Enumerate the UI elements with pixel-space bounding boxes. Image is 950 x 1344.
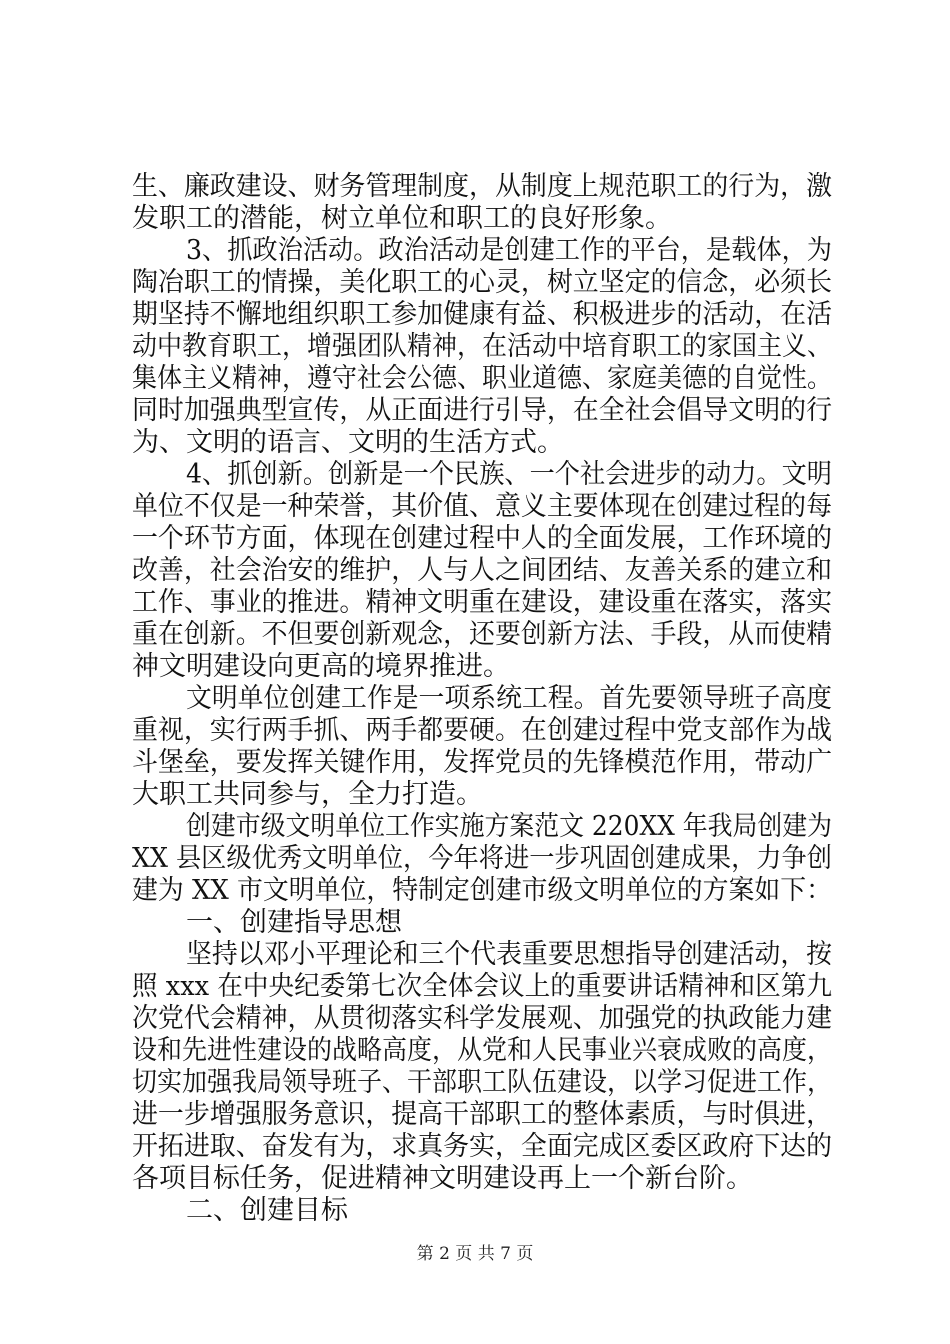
text-line: 3、抓政治活动。政治活动是创建工作的平台，是载体，为	[186, 235, 832, 266]
text-line: 斗堡垒，要发挥关键作用，发挥党员的先锋模范作用，带动广	[132, 747, 832, 778]
text-line: 设和先进性建设的战略高度，从党和人民事业兴衰成败的高度，	[132, 1035, 832, 1066]
text-line: 期坚持不懈地组织职工参加健康有益、积极进步的活动，在活	[132, 299, 832, 330]
text-line: 创建市级文明单位工作实施方案范文 220XX 年我局创建为	[186, 811, 832, 842]
text-line: 次党代会精神，从贯彻落实科学发展观、加强党的执政能力建	[132, 1003, 832, 1034]
document-body	[132, 171, 832, 1227]
text-line: 陶冶职工的情操，美化职工的心灵，树立坚定的信念，必须长	[132, 267, 832, 298]
text-line: 大职工共同参与，全力打造。	[132, 779, 483, 810]
text-line: 照 xxx 在中央纪委第七次全体会议上的重要讲话精神和区第九	[132, 971, 832, 1002]
text-line: 为、文明的语言、文明的生活方式。	[132, 427, 564, 458]
text-line: 生、廉政建设、财务管理制度，从制度上规范职工的行为，激	[132, 171, 832, 202]
text-line: 神文明建设向更高的境界推进。	[132, 651, 510, 682]
text-line: 改善，社会治安的维护，人与人之间团结、友善关系的建立和	[132, 555, 832, 586]
text-line: 动中教育职工，增强团队精神，在活动中培育职工的家国主义、	[132, 331, 832, 362]
page-number-footer: 第 2 页 共 7 页	[416, 1244, 534, 1264]
text-line: 二、创建目标	[186, 1195, 348, 1226]
text-line: 坚持以邓小平理论和三个代表重要思想指导创建活动，按	[186, 939, 832, 970]
text-line: 同时加强典型宣传，从正面进行引导，在全社会倡导文明的行	[132, 395, 832, 426]
text-line: 一个环节方面，体现在创建过程中人的全面发展，工作环境的	[132, 523, 832, 554]
text-line: 工作、事业的推进。精神文明重在建设，建设重在落实，落实	[132, 587, 832, 618]
text-line: 各项目标任务，促进精神文明建设再上一个新台阶。	[132, 1163, 753, 1194]
text-line: 开拓进取、奋发有为，求真务实，全面完成区委区政府下达的	[132, 1131, 832, 1162]
text-line: 4、抓创新。创新是一个民族、一个社会进步的动力。文明	[186, 459, 832, 490]
text-line: 建为 XX 市文明单位，特制定创建市级文明单位的方案如下：	[132, 875, 832, 906]
text-line: 切实加强我局领导班子、干部职工队伍建设，以学习促进工作，	[132, 1067, 832, 1098]
text-line: 一、创建指导思想	[186, 907, 402, 938]
text-line: XX 县区级优秀文明单位，今年将进一步巩固创建成果，力争创	[132, 843, 832, 874]
text-line: 单位不仅是一种荣誉，其价值、意义主要体现在创建过程的每	[132, 491, 832, 522]
text-line: 重视，实行两手抓、两手都要硬。在创建过程中党支部作为战	[132, 715, 832, 746]
text-line: 集体主义精神，遵守社会公德、职业道德、家庭美德的自觉性。	[132, 363, 832, 394]
text-line: 重在创新。不但要创新观念，还要创新方法、手段，从而使精	[132, 619, 832, 650]
text-line: 进一步增强服务意识，提高干部职工的整体素质，与时俱进，	[132, 1099, 832, 1130]
text-line: 文明单位创建工作是一项系统工程。首先要领导班子高度	[186, 683, 832, 714]
text-line: 发职工的潜能，树立单位和职工的良好形象。	[132, 203, 672, 234]
